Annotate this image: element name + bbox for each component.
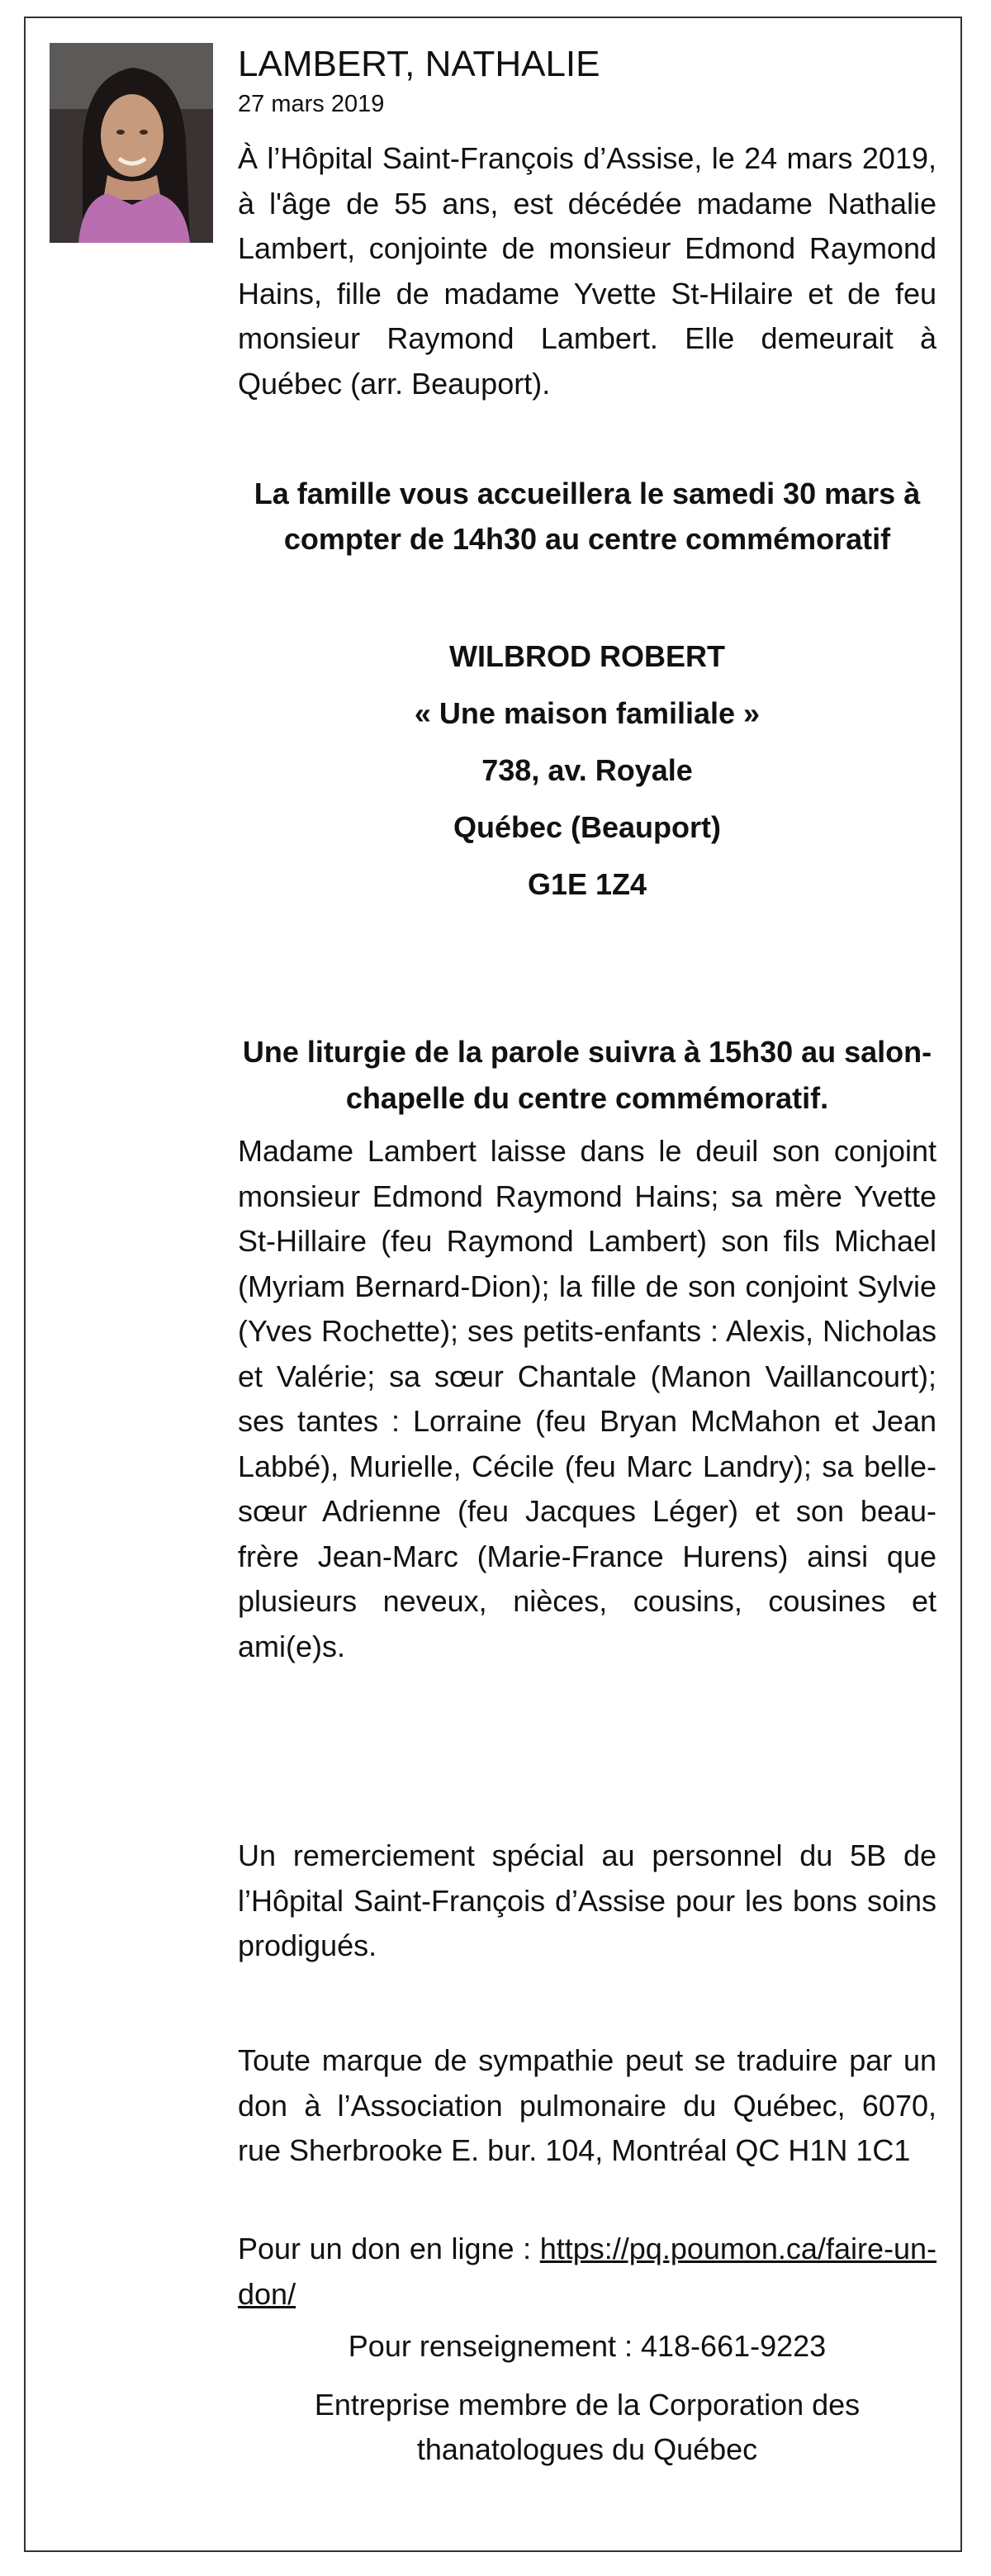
reception-notice: La famille vous accueillera le samedi 30 mars à compter de 14h30 au centre commémoratif bbox=[254, 477, 921, 556]
publication-date: 27 mars 2019 bbox=[238, 91, 385, 117]
online-donation-label: Pour un don en ligne : bbox=[238, 2232, 532, 2265]
thanks-paragraph: Un remerciement spécial au personnel du 5B de l’Hôpital Saint-François d’Assise pour les bons soins prodigués. bbox=[238, 1838, 936, 1962]
venue-city: Québec (Beauport) bbox=[453, 810, 722, 844]
intro-paragraph: À l’Hôpital Saint-François d’Assise, le 24 mars 2019, à l'âge de 55 ans, est décédée madame Nathalie Lambert, conjointe de monsieur Edmond Raymond Hains, fille de madame Yvette St-Hilaire et de feu monsieur Raymond Lambert. Elle demeurait à Québec (arr. Beauport). bbox=[238, 141, 936, 401]
online-donation bbox=[238, 2227, 936, 2317]
venue-name: WILBROD ROBERT bbox=[449, 639, 725, 673]
sympathy-paragraph: Toute marque de sympathie peut se traduire par un don à l’Association pulmonaire du Québec, 6070, rue Sherbrooke E. bur. 104, Montréal QC H1N 1C1 bbox=[238, 2043, 936, 2167]
deceased-name: LAMBERT, NATHALIE bbox=[238, 44, 600, 84]
venue-street: 738, av. Royale bbox=[481, 753, 693, 787]
venue-block bbox=[238, 628, 936, 913]
venue-postal: G1E 1Z4 bbox=[527, 867, 647, 901]
venue-tagline: « Une maison familiale » bbox=[414, 696, 761, 730]
membership-notice: Entreprise membre de la Corporation des thanatologues du Québec bbox=[314, 2388, 861, 2466]
info-line: Pour renseignement : 418-661-9223 bbox=[348, 2329, 827, 2363]
portrait-photo-icon bbox=[50, 43, 213, 243]
liturgy-notice: Une liturgie de la parole suivra à 15h30 au salon-chapelle du centre commémoratif. bbox=[242, 1035, 932, 1115]
survivors-paragraph: Madame Lambert laisse dans le deuil son conjoint monsieur Edmond Raymond Hains; sa mère Yvette St-Hillaire (feu Raymond Lambert) son fils Michael (Myriam Bernard-Dion); la fille de son conjoint Sylvie (Yves Rochette); ses petits-enfants : Alexis, Nicholas et Valérie; sa sœur Chantale (Manon Vaillancourt); ses tantes : Lorraine (feu Bryan McMahon et Jean Labbé), Murielle, Cécile (feu Marc Landry); sa belle-sœur Adrienne (feu Jacques Léger) et son beau-frère Jean-Marc (Marie-France Hurens) ainsi que plusieurs neveux, nièces, cousins, cousines et ami(e)s. bbox=[238, 1134, 936, 1663]
portrait-photo bbox=[50, 43, 213, 243]
donation-link[interactable]: https://pq.poumon.ca/faire-un-don/ bbox=[238, 2232, 936, 2311]
